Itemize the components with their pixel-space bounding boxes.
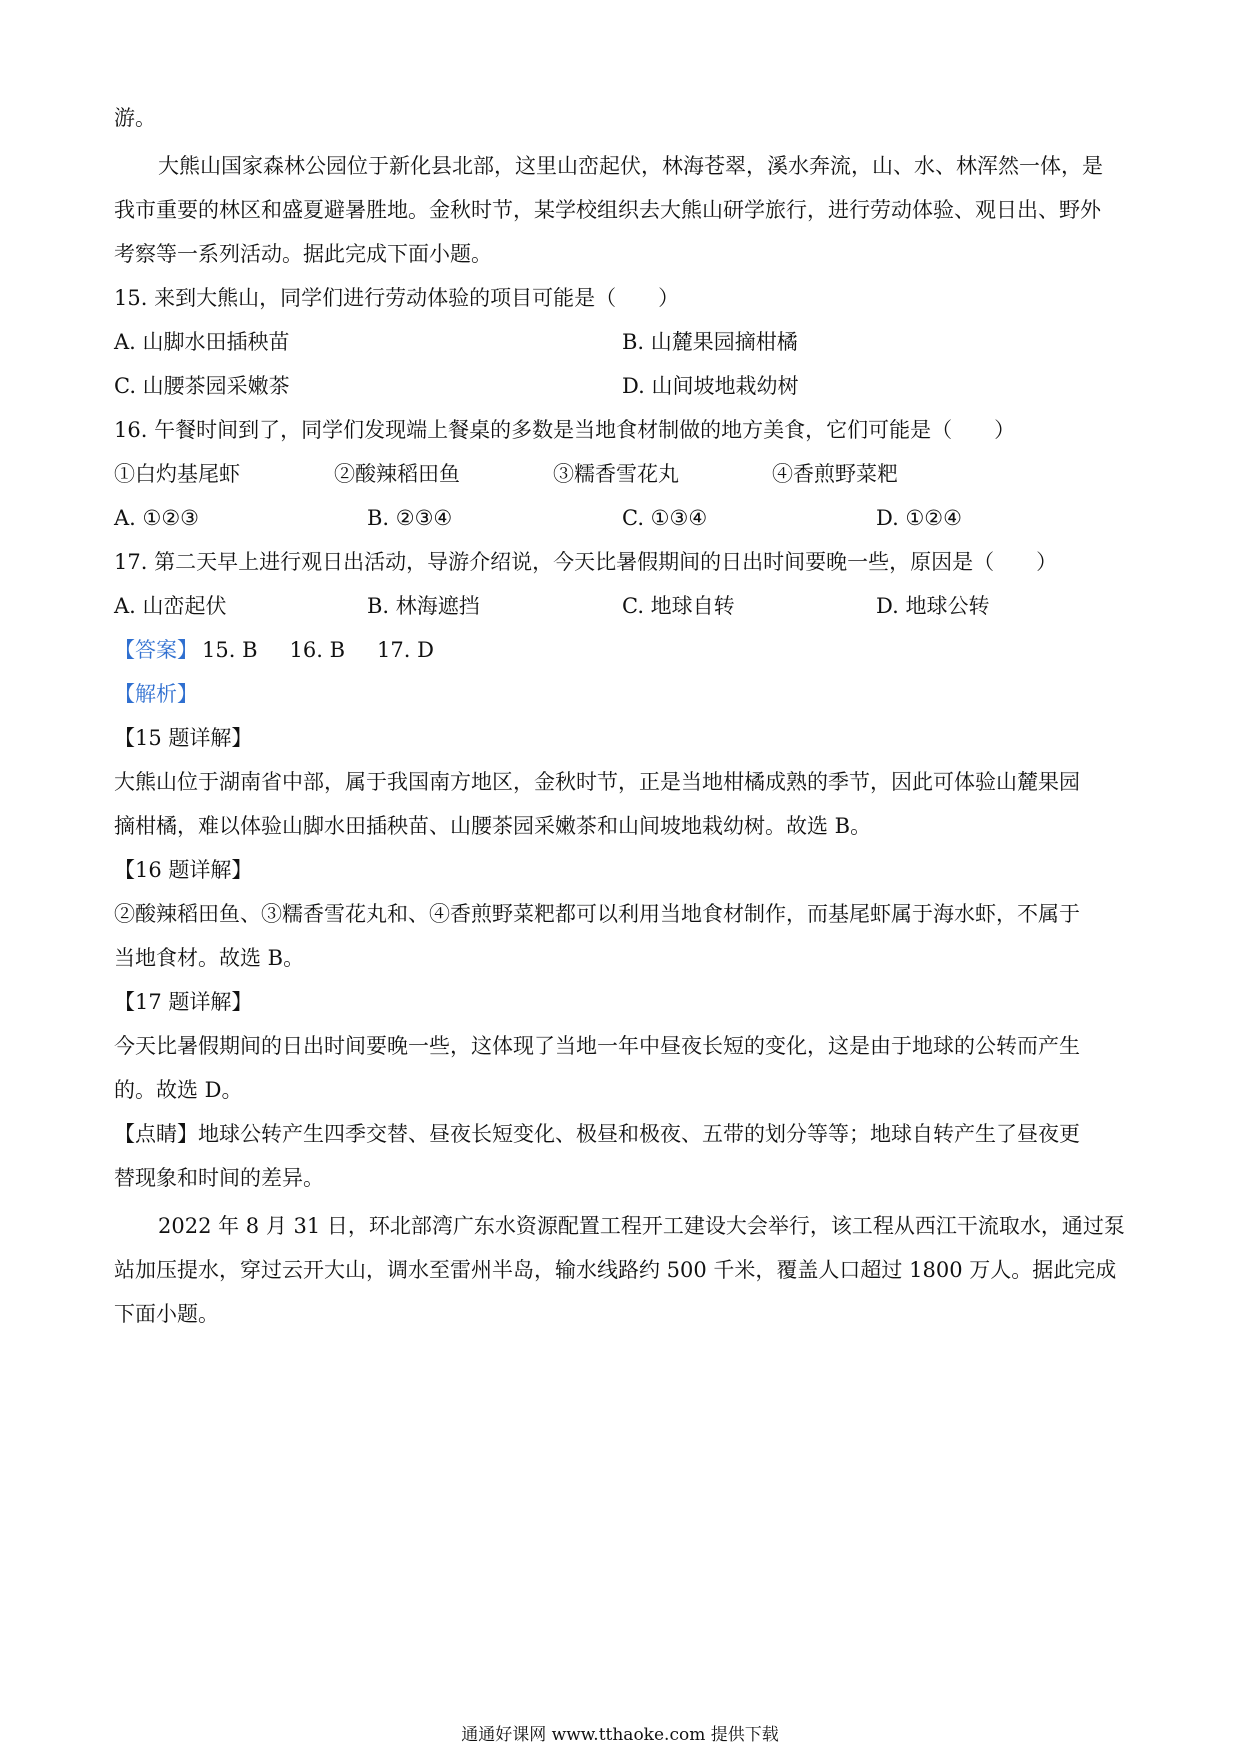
passage-2-line-3: 下面小题。 [114, 1302, 219, 1326]
page-footer: 通通好课网 www.tthaoke.com 提供下载 [461, 1725, 779, 1745]
answer-line [114, 635, 434, 665]
answer-17: 17. D [377, 638, 434, 662]
continued-text: 游。 [114, 106, 156, 130]
passage-1-line-2: 我市重要的林区和盛夏避暑胜地。金秋时节，某学校组织去大熊山研学旅行，进行劳动体验、观日出、野外 [114, 198, 1101, 222]
q15-option-d: D. 山间坡地栽幼树 [622, 374, 799, 398]
detail-17-heading: 【17 题详解】 [114, 990, 253, 1014]
question-15: 15. 来到大熊山，同学们进行劳动体验的项目可能是（ ） [114, 286, 680, 310]
q16-option-b: B. ②③④ [367, 506, 453, 530]
detail-15-heading: 【15 题详解】 [114, 726, 253, 750]
q16-option-c: C. ①③④ [622, 506, 708, 530]
answer-15: 15. B [202, 638, 258, 662]
q16-option-d: D. ①②④ [876, 506, 962, 530]
tip-line-2: 替现象和时间的差异。 [114, 1166, 324, 1190]
question-16: 16. 午餐时间到了，同学们发现端上餐桌的多数是当地食材制做的地方美食，它们可能是（ ） [114, 418, 1016, 442]
detail-16-line-2: 当地食材。故选 B。 [114, 946, 305, 970]
q17-option-d: D. 地球公转 [876, 594, 990, 618]
q15-option-c: C. 山腰茶园采嫩茶 [114, 374, 290, 398]
q17-option-a: A. 山峦起伏 [114, 594, 227, 618]
q16-item-1: ①白灼基尾虾 [114, 462, 240, 486]
detail-16-heading: 【16 题详解】 [114, 858, 253, 882]
detail-17-line-2: 的。故选 D。 [114, 1078, 243, 1102]
detail-16-line-1: ②酸辣稻田鱼、③糯香雪花丸和、④香煎野菜粑都可以利用当地食材制作，而基尾虾属于海水虾，不属于 [114, 902, 1080, 926]
analysis-label: 【解析】 [114, 682, 198, 706]
q17-option-b: B. 林海遮挡 [367, 594, 480, 618]
q16-option-a: A. ①②③ [114, 506, 199, 530]
tip-text: 地球公转产生四季交替、昼夜长短变化、极昼和极夜、五带的划分等等；地球自转产生了昼夜更 [198, 1122, 1080, 1146]
q15-option-a: A. 山脚水田插秧苗 [114, 330, 290, 354]
detail-15-line-1: 大熊山位于湖南省中部，属于我国南方地区，金秋时节，正是当地柑橘成熟的季节，因此可体验山麓果园 [114, 770, 1080, 794]
answer-16: 16. B [289, 638, 346, 662]
question-17: 17. 第二天早上进行观日出活动，导游介绍说，今天比暑假期间的日出时间要晚一些，原因是（ ） [114, 550, 1058, 574]
q16-item-4: ④香煎野菜粑 [772, 462, 898, 486]
q16-item-2: ②酸辣稻田鱼 [334, 462, 460, 486]
tip-line-1 [114, 1119, 1080, 1149]
q16-item-3: ③糯香雪花丸 [553, 462, 679, 486]
q15-option-b: B. 山麓果园摘柑橘 [622, 330, 798, 354]
passage-2-line-2: 站加压提水，穿过云开大山，调水至雷州半岛，输水线路约 500 千米，覆盖人口超过 1800 万人。据此完成 [114, 1258, 1117, 1282]
answer-label: 【答案】 [114, 638, 198, 662]
q17-option-c: C. 地球自转 [622, 594, 735, 618]
passage-2-line-1: 2022 年 8 月 31 日，环北部湾广东水资源配置工程开工建设大会举行，该工程从西江干流取水，通过泵 [158, 1214, 1125, 1238]
detail-15-line-2: 摘柑橘，难以体验山脚水田插秧苗、山腰茶园采嫩茶和山间坡地栽幼树。故选 B。 [114, 814, 872, 838]
tip-label: 【点睛】 [114, 1122, 198, 1146]
detail-17-line-1: 今天比暑假期间的日出时间要晚一些，这体现了当地一年中昼夜长短的变化，这是由于地球的公转而产生 [114, 1034, 1080, 1058]
passage-1-line-3: 考察等一系列活动。据此完成下面小题。 [114, 242, 492, 266]
passage-1-line-1: 大熊山国家森林公园位于新化县北部，这里山峦起伏，林海苍翠，溪水奔流，山、水、林浑然一体，是 [158, 154, 1103, 178]
